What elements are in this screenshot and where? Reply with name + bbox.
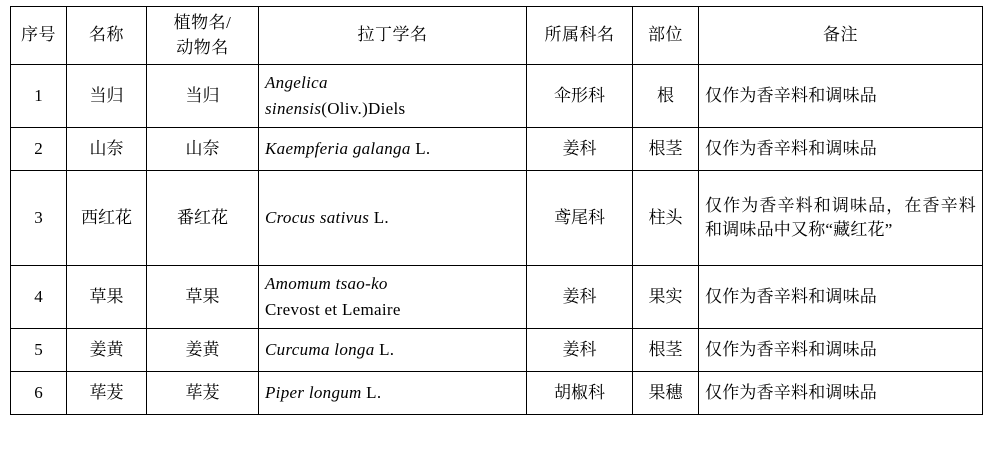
latin-line-2	[265, 97, 520, 122]
latin-authority: (Oliv.)Diels	[321, 99, 406, 119]
latin-species: sinensis	[265, 99, 322, 119]
cell-name: 草果	[67, 266, 147, 329]
cell-part: 柱头	[633, 171, 699, 266]
cell-name: 荜茇	[67, 372, 147, 415]
latin-species: Curcuma longa	[265, 339, 375, 359]
latin-line-1: Angelica	[265, 72, 328, 92]
latin-authority: L.	[410, 138, 431, 158]
column-header-family: 所属科名	[527, 7, 633, 65]
cell-remark: 仅作为香辛料和调味品	[699, 372, 983, 415]
cell-family: 姜科	[527, 329, 633, 372]
cell-part: 果穗	[633, 372, 699, 415]
cell-latin	[259, 372, 527, 415]
column-header-latin: 拉丁学名	[259, 7, 527, 65]
cell-part: 根茎	[633, 128, 699, 171]
cell-name: 西红花	[67, 171, 147, 266]
cell-name: 当归	[67, 65, 147, 128]
cell-family: 伞形科	[527, 65, 633, 128]
column-header-bio-line1: 植物名/	[173, 13, 232, 32]
table-row	[11, 372, 983, 415]
latin-authority: L.	[369, 207, 389, 227]
cell-family: 胡椒科	[527, 372, 633, 415]
latin-line-2: Crevost et Lemaire	[265, 300, 401, 320]
latin-species: Kaempferia galanga	[265, 138, 411, 158]
cell-latin	[259, 171, 527, 266]
column-header-bio	[147, 7, 259, 65]
latin-species: Crocus sativus	[265, 207, 370, 227]
cell-num: 2	[11, 128, 67, 171]
cell-name: 姜黄	[67, 329, 147, 372]
table-header	[11, 7, 983, 65]
cell-bio: 草果	[147, 266, 259, 329]
substance-list-table	[10, 6, 983, 415]
table-row	[11, 171, 983, 266]
cell-remark: 仅作为香辛料和调味品	[699, 65, 983, 128]
column-header-name: 名称	[67, 7, 147, 65]
cell-bio: 荜茇	[147, 372, 259, 415]
table-row	[11, 329, 983, 372]
column-header-bio-line2: 动物名	[176, 37, 229, 57]
cell-num: 4	[11, 266, 67, 329]
latin-line-1: Amomum tsao-ko	[265, 273, 388, 293]
cell-latin	[259, 128, 527, 171]
table-row	[11, 128, 983, 171]
column-header-num: 序号	[11, 7, 67, 65]
cell-remark: 仅作为香辛料和调味品	[699, 329, 983, 372]
latin-authority: L.	[361, 382, 382, 402]
cell-part: 根	[633, 65, 699, 128]
cell-num: 6	[11, 372, 67, 415]
cell-latin	[259, 329, 527, 372]
cell-part: 果实	[633, 266, 699, 329]
column-header-remark: 备注	[699, 7, 983, 65]
latin-species: Piper longum	[265, 382, 362, 402]
cell-bio: 山奈	[147, 128, 259, 171]
cell-num: 5	[11, 329, 67, 372]
cell-remark: 仅作为香辛料和调味品	[699, 266, 983, 329]
table-row	[11, 65, 983, 128]
cell-remark: 仅作为香辛料和调味品，在香辛料和调味品中又称“藏红花”	[699, 171, 983, 266]
cell-bio: 姜黄	[147, 329, 259, 372]
cell-part: 根茎	[633, 329, 699, 372]
column-header-part: 部位	[633, 7, 699, 65]
latin-authority: L.	[374, 339, 395, 359]
cell-remark: 仅作为香辛料和调味品	[699, 128, 983, 171]
cell-latin	[259, 65, 527, 128]
table-body	[11, 65, 983, 415]
cell-family: 鸢尾科	[527, 171, 633, 266]
cell-latin	[259, 266, 527, 329]
cell-family: 姜科	[527, 266, 633, 329]
cell-name: 山奈	[67, 128, 147, 171]
table-header-row	[11, 7, 983, 65]
cell-bio: 当归	[147, 65, 259, 128]
cell-num: 1	[11, 65, 67, 128]
cell-family: 姜科	[527, 128, 633, 171]
cell-num: 3	[11, 171, 67, 266]
table-row	[11, 266, 983, 329]
cell-bio: 番红花	[147, 171, 259, 266]
